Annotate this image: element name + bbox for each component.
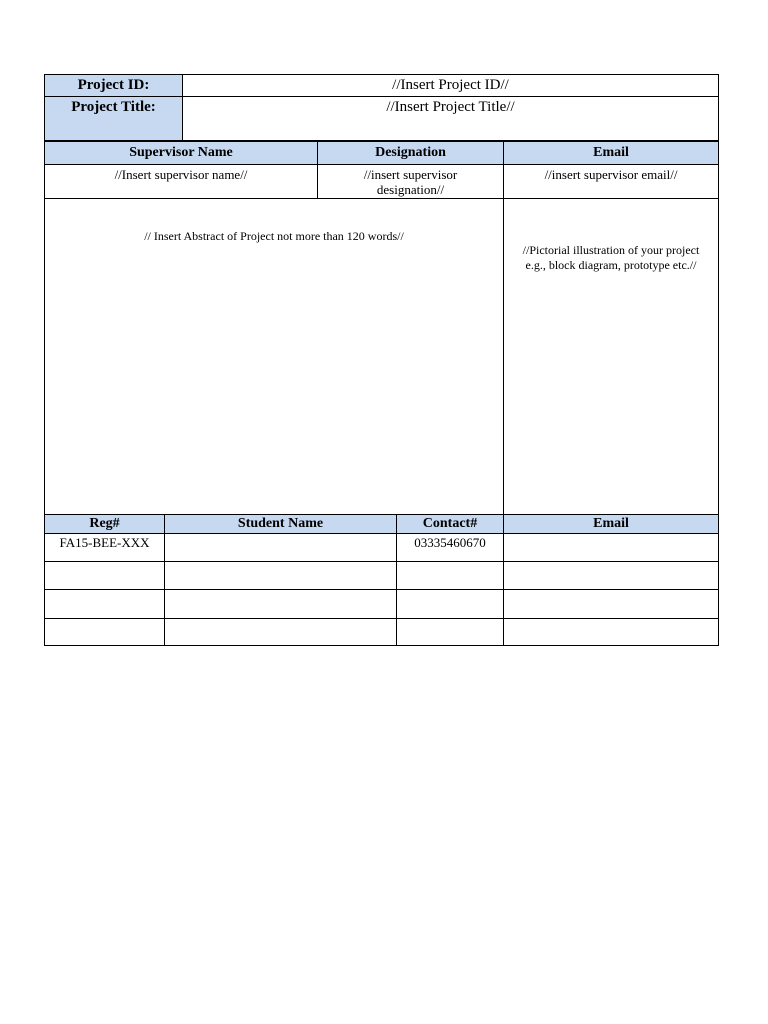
designation-header: Designation — [317, 141, 504, 165]
contact-cell[interactable] — [396, 618, 504, 646]
contact-cell[interactable] — [396, 561, 504, 590]
student-email-cell[interactable] — [503, 618, 719, 646]
reg-cell[interactable] — [44, 561, 165, 590]
contact-cell[interactable]: 03335460670 — [396, 533, 504, 562]
abstract-box[interactable] — [44, 198, 504, 515]
illustration-text: //Pictorial illustration of your project e.g., block diagram, prototype etc.// — [522, 243, 700, 272]
student-email-cell[interactable] — [503, 533, 719, 562]
project-title-value[interactable]: //Insert Project Title// — [182, 96, 719, 141]
supervisor-email-header: Email — [503, 141, 719, 165]
student-name-header: Student Name — [164, 514, 397, 534]
supervisor-email-field[interactable]: //insert supervisor email// — [503, 164, 719, 199]
student-name-cell[interactable] — [164, 561, 397, 590]
contact-cell[interactable] — [396, 589, 504, 619]
student-email-cell[interactable] — [503, 561, 719, 590]
student-email-cell[interactable] — [503, 589, 719, 619]
reg-cell[interactable]: FA15-BEE-XXX — [44, 533, 165, 562]
reg-cell[interactable] — [44, 618, 165, 646]
student-name-cell[interactable] — [164, 533, 397, 562]
supervisor-name-field[interactable]: //Insert supervisor name// — [44, 164, 318, 199]
reg-header: Reg# — [44, 514, 165, 534]
illustration-box[interactable] — [503, 198, 719, 515]
supervisor-designation-field[interactable]: //insert supervisor designation// — [317, 164, 504, 199]
project-title-label: Project Title: — [44, 96, 183, 141]
supervisor-name-header: Supervisor Name — [44, 141, 318, 165]
project-id-value[interactable]: //Insert Project ID// — [182, 74, 719, 97]
abstract-text: // Insert Abstract of Project not more than 120 words// — [144, 229, 404, 243]
student-email-header: Email — [503, 514, 719, 534]
student-name-cell[interactable] — [164, 589, 397, 619]
student-name-cell[interactable] — [164, 618, 397, 646]
project-id-label: Project ID: — [44, 74, 183, 97]
reg-cell[interactable] — [44, 589, 165, 619]
contact-header: Contact# — [396, 514, 504, 534]
